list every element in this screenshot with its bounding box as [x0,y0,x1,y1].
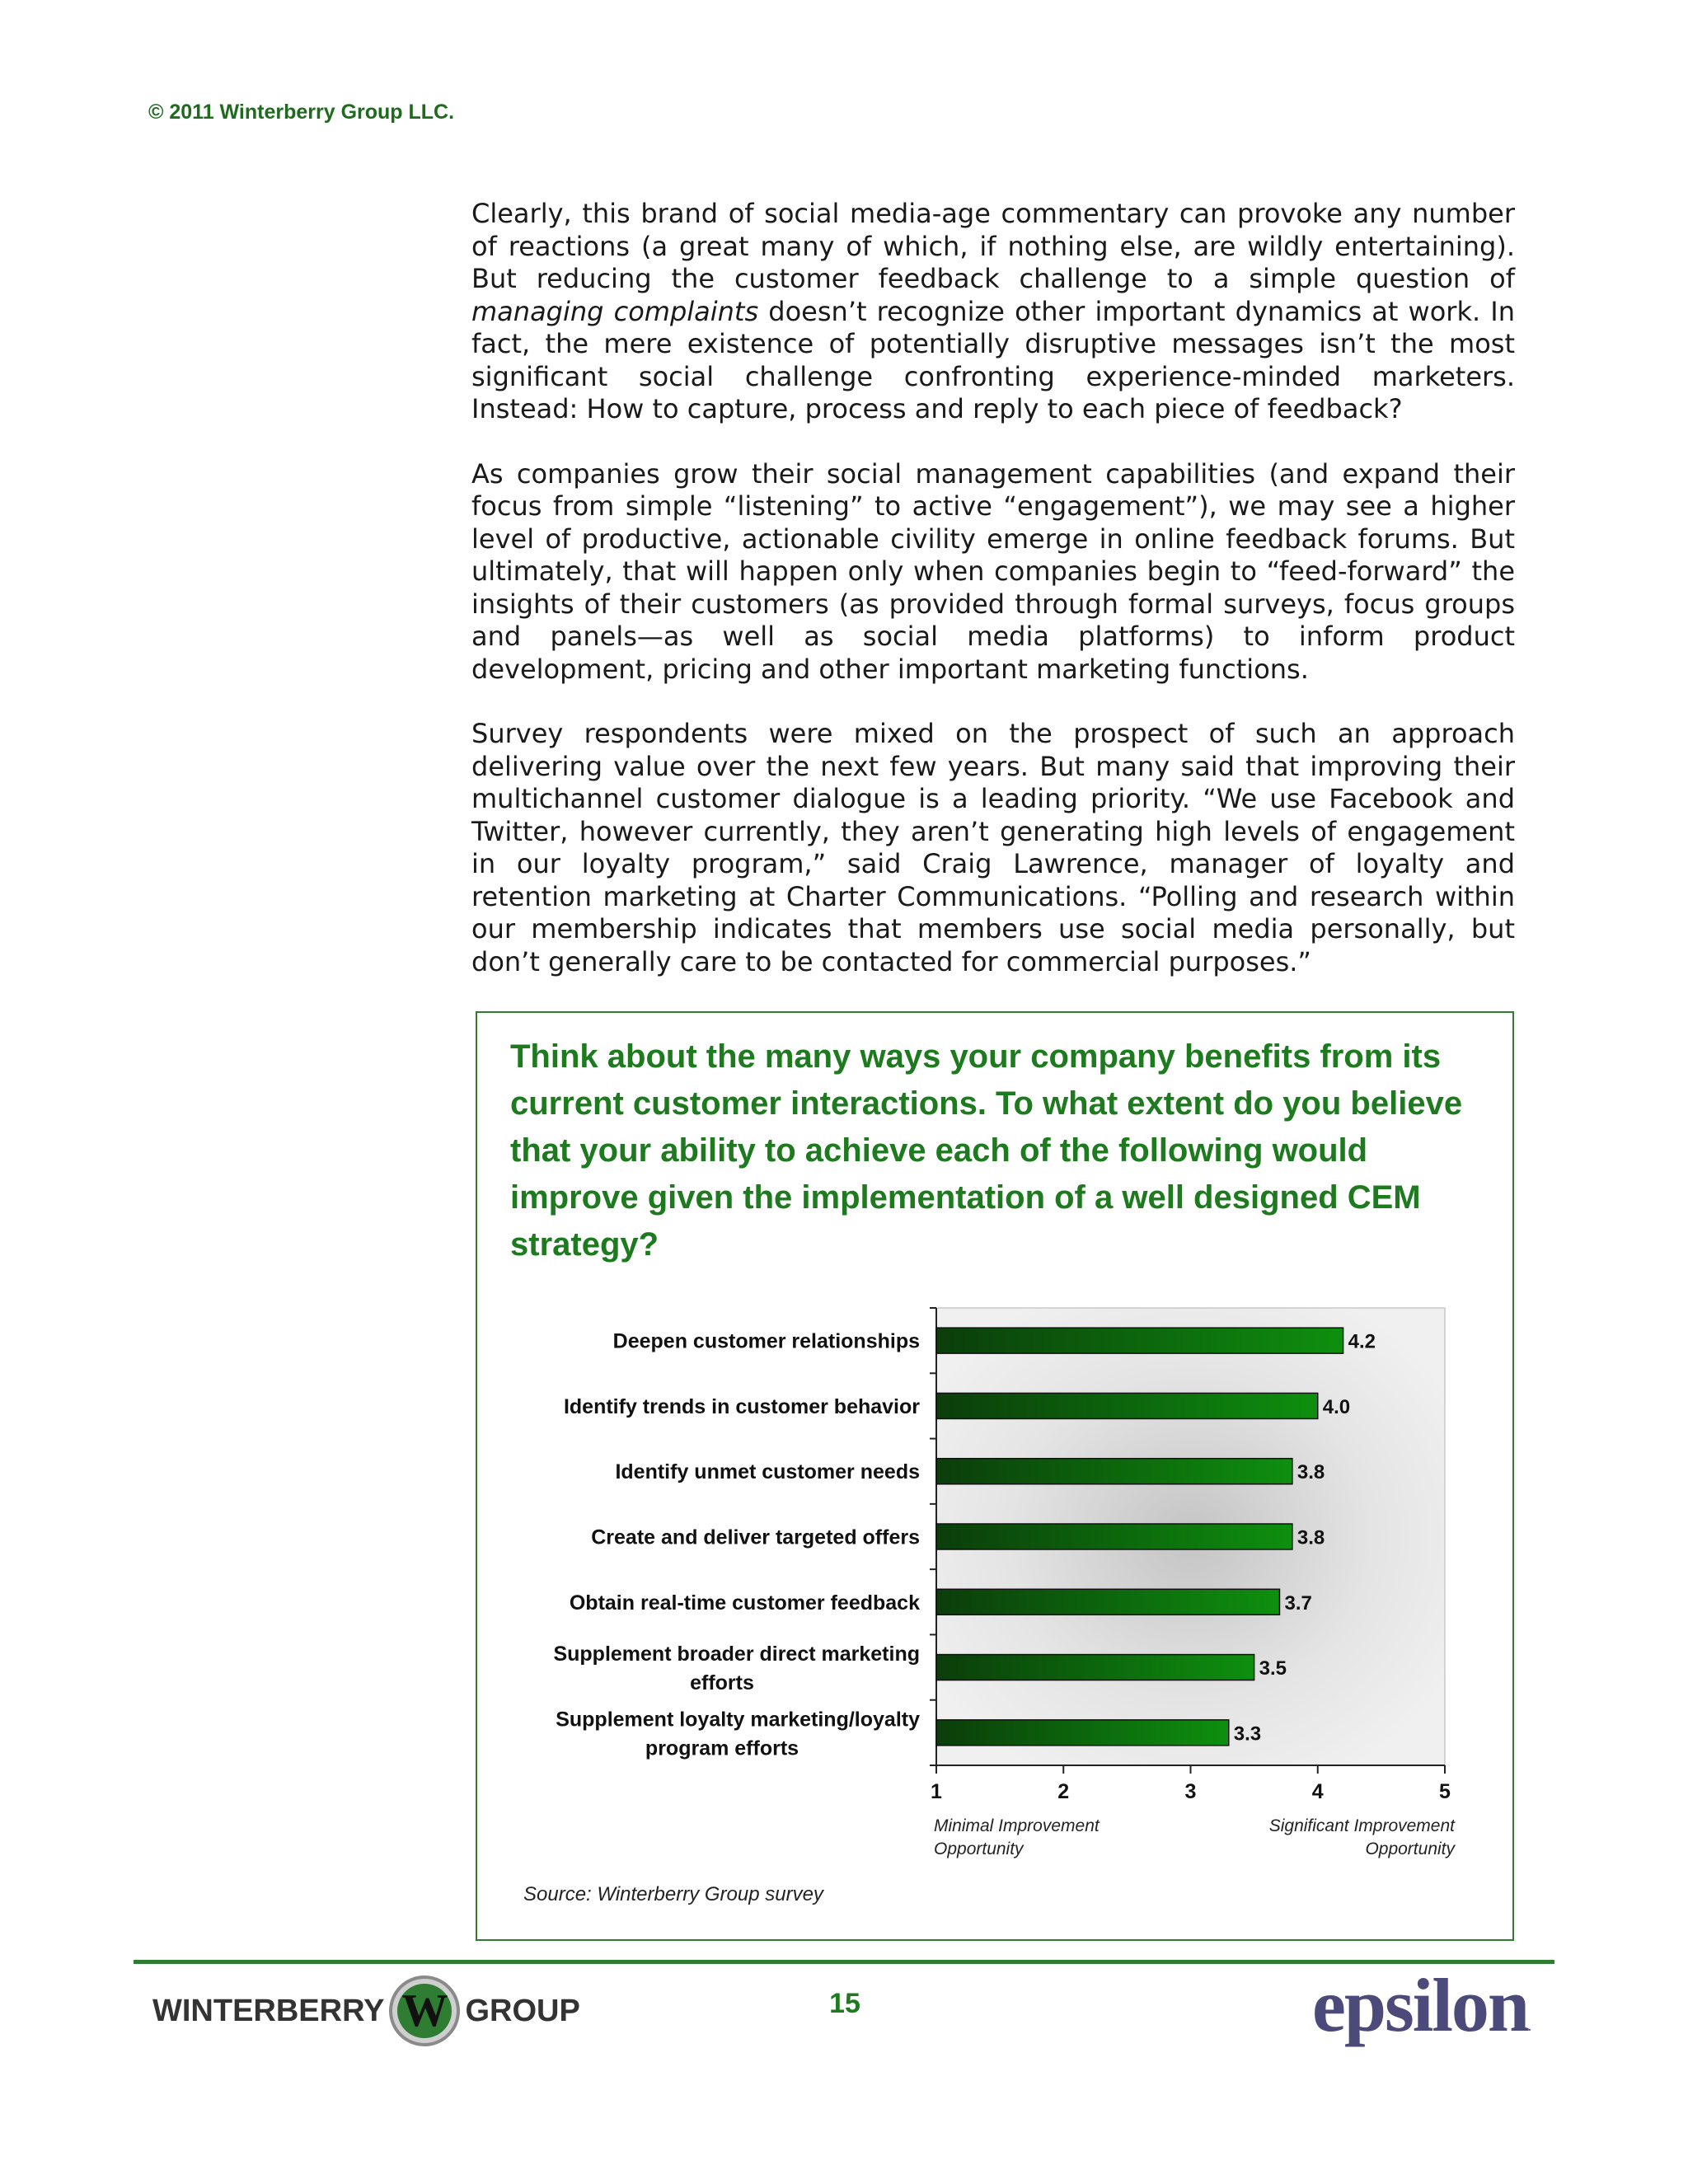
category-label: Deepen customer relationships [612,1329,920,1353]
bar-value-label: 3.5 [1259,1657,1287,1680]
paragraph-1-part-a: Clearly, this brand of social media-age commentary can provoke any number of reactions (a great many of which, if nothing else, are wildly entertaining). But reducing the customer feedback challenge to a simple question of [471,198,1515,294]
paragraph-3: Survey respondents were mixed on the prospect of such an approach delivering value over the next few years. But many said that improving their multichannel customer dialogue is a leading priority. “We use Facebook and Twitter, however currently, they aren’t generating high levels of engagement in our loyalty program,” said Craig Lawrence, manager of loyalty and retention marketing at Charter Communications. “Polling and research within our membership indicates that members use social media personally, but don’t generally care to be contacted for commercial purposes.” [471,718,1515,977]
category-label: Create and deliver targeted offers [591,1526,920,1549]
x-axis-note-right: Significant Improvement [1268,1816,1455,1835]
x-tick-label: 1 [931,1780,942,1803]
bar [936,1524,1292,1549]
bar [936,1720,1229,1746]
source-note: Source: Winterberry Group survey [523,1883,823,1905]
bar [936,1589,1279,1615]
epsilon-mark: . [1528,2022,1530,2034]
category-label: Identify trends in customer behavior [563,1394,920,1418]
bar-value-label: 3.3 [1233,1722,1262,1746]
copyright: © 2011 Winterberry Group LLC. [148,101,455,124]
paragraph-2: As companies grow their social management capabilities (and expand their focus from simple “listening” to active “engagement”), we may see a higher level of productive, actionable civility emerge in online feedback forums. But ultimately, that will happen only when companies begin to “feed-forward” the insights of their customers (as provided through formal surveys, focus groups and panels—as well as social media platforms) to inform product development, pricing and other important marketing functions. [471,457,1515,685]
bar-value-label: 3.8 [1296,1461,1325,1484]
bar [936,1393,1318,1418]
category-label: Supplement loyalty marketing/loyalty [556,1708,920,1732]
w-emblem-icon [389,1975,460,2046]
category-label-line-2: efforts [690,1671,754,1695]
bar [936,1328,1343,1353]
body-text [471,198,1515,1010]
category-label: Obtain real-time customer feedback [569,1591,920,1615]
logo-word-right: GROUP [465,1993,580,2028]
x-tick-label: 5 [1439,1780,1451,1803]
x-axis-note-left: Minimal Improvement [934,1816,1100,1835]
figure-box [476,1011,1514,1941]
category-label-line-2: program efforts [645,1736,799,1760]
x-tick-label: 4 [1311,1780,1324,1803]
bar-value-label: 4.2 [1348,1330,1376,1353]
paragraph-1-italic: managing complaints [471,295,759,327]
bar-value-label: 4.0 [1322,1395,1351,1418]
winterberry-logo [152,1974,580,2048]
x-axis-note-left: Opportunity [934,1840,1024,1858]
w-emblem-letter: W [397,1984,452,2038]
bar [936,1459,1292,1484]
paragraph-1-part-b: doesn’t recognize other important dynamics at work. In fact, the mere existence of potentially disruptive messages isn’t the most significant social challenge confronting experience-minded marketers. Instead: How to capture, process and reply to each piece of feedback? [471,295,1516,424]
logo-word-left: WINTERBERRY [152,1993,385,2028]
epsilon-logo [1312,1961,1530,2049]
bar-value-label: 3.7 [1284,1591,1312,1615]
category-label: Identify unmet customer needs [615,1460,920,1484]
x-axis-note-right: Opportunity [1365,1840,1455,1858]
bar-value-label: 3.8 [1296,1526,1325,1549]
paragraph-1 [471,198,1515,426]
epsilon-word: epsilon [1312,1963,1529,2047]
bar [936,1655,1254,1680]
chart-title: Think about the many ways your company benefits from its current customer interactions. To what extent do you believe that your ability to achieve each of the following would improve given the implementation of a well designed CEM strategy? [510,1038,1463,1263]
x-tick-label: 2 [1057,1780,1070,1803]
page-number: 15 [829,1988,860,2019]
category-label: Supplement broader direct marketing [553,1643,920,1666]
x-tick-label: 3 [1184,1780,1197,1803]
bar-chart [477,1013,1512,1939]
